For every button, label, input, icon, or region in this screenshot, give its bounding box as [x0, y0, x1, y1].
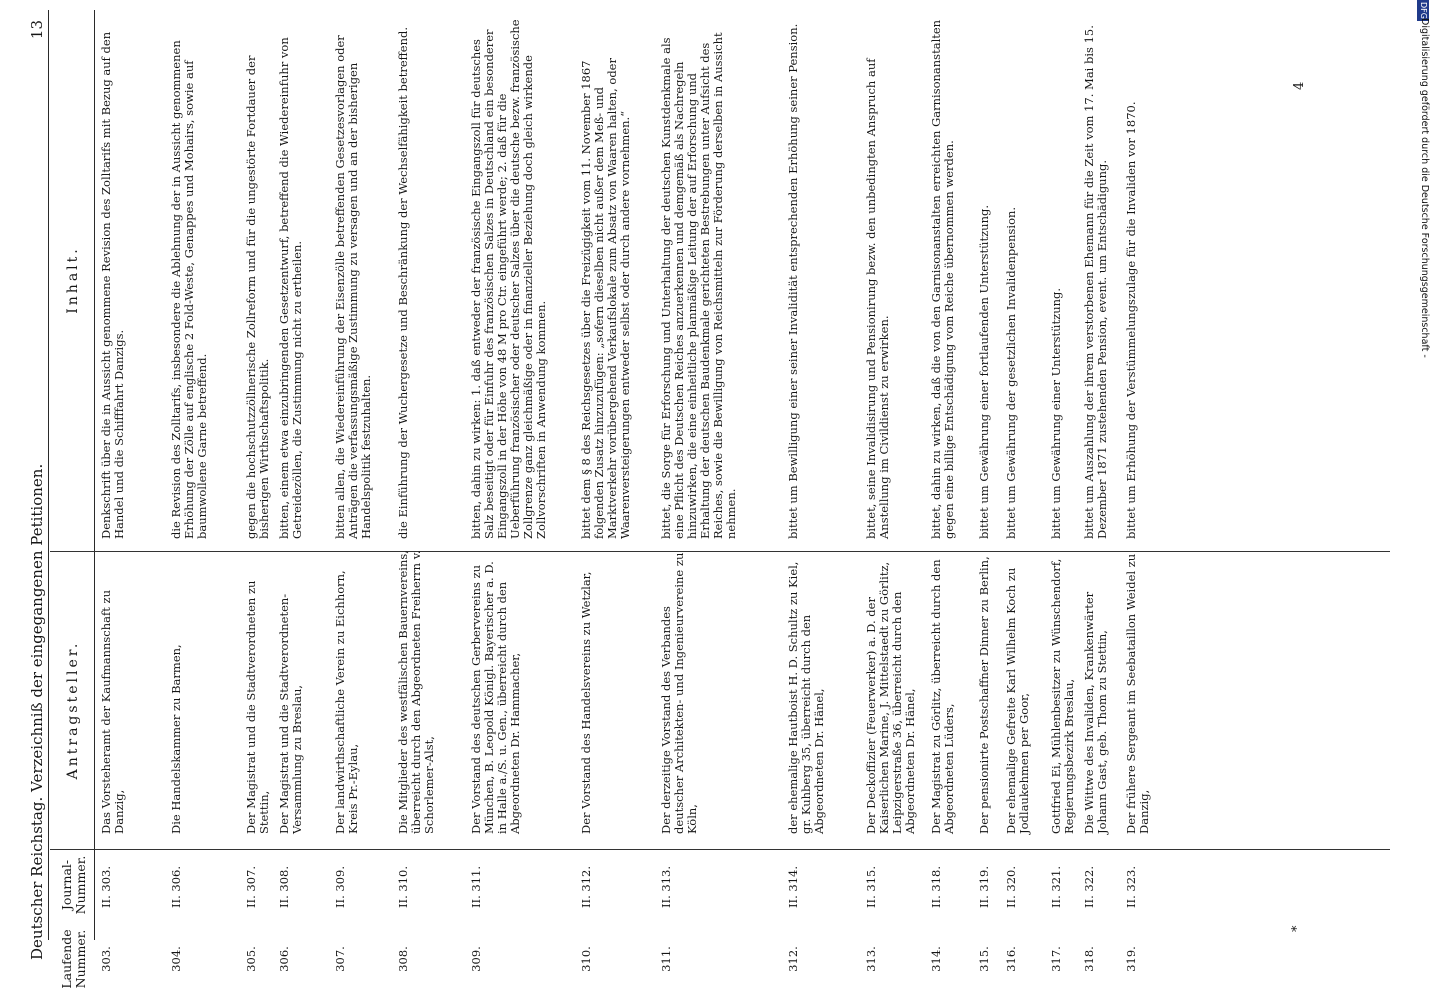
antragsteller-cell: Gottfried Ei, Mühlenbesitzer zu Wünschendorf, Regierungsbezirk Breslau, [1049, 558, 1076, 834]
header-rule [48, 10, 49, 940]
laufende-nummer: 304. [169, 946, 183, 972]
antragsteller-cell: Der pensionirte Postschaffner Dinner zu Berlin, [977, 556, 991, 834]
laufende-nummer: 313. [864, 946, 878, 972]
laufende-nummer: 315. [977, 946, 991, 972]
corner-mark: * [1290, 925, 1305, 932]
running-header [8, 20, 48, 960]
inhalt-cell: die Einführung der Wuchergesetze und Beschränkung der Wechselfähigkeit betreffend. [396, 26, 410, 539]
header-title: Deutscher Reichstag. Verzeichniß der eingegangenen Petitionen. [28, 463, 46, 960]
journal-nummer: II. 318. [929, 865, 943, 908]
antragsteller-cell: Der Magistrat zu Görlitz, überreicht durch den Abgeordneten Lüders, [929, 559, 956, 834]
inhalt-cell: bittet, seine Invalidisirung und Pensionirung bezw. den unbedingten Anspruch auf Anstellung im Civildienst zu erwirken. [864, 58, 891, 539]
dfg-logo: DFG [1419, 2, 1428, 19]
col-header-inhalt: Inhalt. [65, 246, 81, 314]
laufende-nummer: 303. [99, 946, 113, 972]
column-header-rule [94, 10, 95, 940]
page-number: 13 [28, 20, 46, 40]
inhalt-cell: bittet dem § 8 des Reichsgesetzes über die Freizügigkeit vom 11. November 1867 folgenden Zusatz hinzuzufügen: „sofern dieselben nicht außer dem Meß- und Marktverkehr vorübergehend Verkaufslokale zum Absatz von Waaren halten, oder Waarenversteigerungen entweder selbst oder durch andere vornehmen.“ [579, 58, 632, 539]
laufende-nummer: 306. [277, 946, 291, 972]
journal-nummer: II. 320. [1004, 865, 1018, 908]
col-header-antragsteller: Antragsteller. [65, 640, 81, 780]
inhalt-cell: bitten, dahin zu wirken: 1. daß entweder der französische Eingangszoll für deutsches Salz beseitigt oder für Einfuhr des französischen Salzes in Deutschland ein besonderer Eingangszoll in der Höhe von 48 M pro Ctr. eingeführt werde; 2. daß für die Ueberführung französischer oder deutscher Salzes über die deutsche bezw. französische Zollgrenze ganz gleichmäßige oder in finanzieller Beziehung doch gleich wirkende Zollvorschriften in Anwendung kommen. [469, 19, 548, 539]
inhalt-cell: Denkschrift über die in Aussicht genommene Revision des Zolltarifs mit Bezug auf den Handel und die Schifffahrt Danzigs. [99, 31, 126, 539]
antragsteller-cell: Der Vorstand des Handelsvereins zu Wetzlar, [579, 571, 593, 834]
laufende-nummer: 305. [244, 946, 258, 972]
journal-nummer: II. 315. [864, 865, 878, 908]
inhalt-cell: bittet um Auszahlung der ihrem verstorbenen Ehemann für die Zeit vom 17. Mai bis 15. Dezember 1871 zustehenden Pension, event. um Entschädigung. [1082, 25, 1109, 539]
journal-nummer: II. 319. [977, 865, 991, 908]
inhalt-cell: bittet um Gewährung einer fortlaufenden Unterstützung. [977, 204, 991, 539]
antragsteller-cell: Die Mitglieder des westfälischen Bauernvereins, überreicht durch den Abgeordneten Freiherrn v. Schorlemer-Alst, [396, 550, 436, 834]
journal-nummer: II. 306. [169, 865, 183, 908]
journal-nummer: II. 313. [659, 865, 673, 908]
antragsteller-cell: Der Magistrat und die Stadtverordneten-Versammlung zu Breslau, [277, 593, 304, 834]
antragsteller-cell: der ehemalige Hautboist H. D. Schultz zu Kiel, gr. Kuhberg 35, überreicht durch den Abgeordneten Dr. Hänel, [786, 561, 826, 834]
inhalt-cell: bitten allen, die Wiedereinführung der Eisenzölle betreffenden Gesetzesvorlagen oder Anträgen die verfassungsmäßige Zustimmung zu versagen und an der bisherigen Handelspolitik festzuhalten. [333, 35, 373, 539]
antragsteller-cell: Das Vorsteheramt der Kaufmannschaft zu Danzig, [99, 590, 126, 834]
antragsteller-cell: Der Deckoffizier (Feuerwerker) a. D. der Kaiserlichen Marine, J. Mittelstaedt zu Görlitz, Leipzigerstraße 36, überreicht durch den Abgeordneten Dr. Hänel, [864, 561, 917, 834]
laufende-nummer: 312. [786, 946, 800, 972]
laufende-nummer: 309. [469, 946, 483, 972]
laufende-nummer: 317. [1049, 946, 1063, 972]
digitization-credit [1412, 0, 1432, 1000]
antragsteller-cell: Die Handelskammer zu Barmen, [169, 644, 183, 834]
antragsteller-cell: Die Wittwe des Invaliden, Krankenwärter Johann Gast, geb. Thom zu Stettin, [1082, 591, 1109, 834]
inhalt-cell: bittet um Bewilligung einer seiner Invalidität entsprechenden Erhöhung seiner Pension. [786, 23, 800, 539]
inhalt-cell: die Revision des Zolltarifs, insbesondere die Ablehnung der in Aussicht genommenen Erhöhung der Zölle auf englische 2 Fold-Weste, Genappes und Mohairs, sowie auf baumwollene Garne betreffend. [169, 40, 209, 539]
antragsteller-cell: Der ehemalige Gefreite Karl Wilhelm Koch zu Jodlaukehmen per Goor, [1004, 567, 1031, 834]
inhalt-cell: bitten, einem etwa einzubringenden Gesetzentwurf, betreffend die Wiedereinfuhr von Getreidezöllen, die Zustimmung nicht zu ertheilen. [277, 37, 304, 539]
inhalt-cell: gegen die hochschutzzöllnerische Zollreform und für die ungestörte Fortdauer der bisherigen Wirthschaftspolitik. [244, 55, 271, 539]
laufende-nummer: 314. [929, 946, 943, 972]
credit-text: Digitalisierung gefördert durch die Deutsche Forschungsgemeinschaft - [1419, 18, 1430, 358]
antragsteller-cell: Der landwirthschaftliche Verein zu Eichhorn, Kreis Pr.-Eylau, [333, 570, 360, 834]
laufende-nummer: 316. [1004, 946, 1018, 972]
journal-nummer: II. 307. [244, 865, 258, 908]
laufende-nummer: 307. [333, 946, 347, 972]
antragsteller-cell: Der frühere Sergeant im Seebataillon Weidel zu Danzig, [1124, 553, 1151, 834]
inhalt-cell: bittet um Gewährung einer Unterstützung. [1049, 287, 1063, 539]
antragsteller-cell: Der Magistrat und die Stadtverordneten zu Stettin, [244, 580, 271, 834]
laufende-nummer: 310. [579, 946, 593, 972]
antragsteller-cell: Der derzeitige Vorstand des Verbandes deutscher Architekten- und Ingenieurvereine zu Köln, [659, 552, 699, 834]
laufende-nummer: 311. [659, 946, 673, 972]
inhalt-cell: bittet um Erhöhung der Verstümmelungszulage für die Invaliden vor 1870. [1124, 101, 1138, 539]
inhalt-cell: bittet, die Sorge für Erforschung und Unterhaltung der deutschen Kunstdenkmale als eine Pflicht des Deutschen Reiches anzuerkennen und demgemäß als Nachregeln hinzuwirken, die eine einheitliche planmäßige Leitung der auf Erforschung und Erhaltung der deutschen Baudenkmale gerichteten Bestrebungen unter Aufsicht des Reiches, sowie die Bewilligung von Reichsmitteln zur Förderung derselben in Aussicht nehmen. [659, 32, 738, 539]
inhalt-cell: bittet um Gewährung der gesetzlichen Invalidenpension. [1004, 206, 1018, 539]
laufende-nummer: 319. [1124, 946, 1138, 972]
journal-nummer: II. 322. [1082, 865, 1096, 908]
journal-nummer: II. 312. [579, 865, 593, 908]
laufende-nummer: 308. [396, 946, 410, 972]
journal-nummer: II. 314. [786, 865, 800, 908]
col-header-laufende: Laufende Nummer. [59, 929, 88, 989]
antragsteller-cell: Der Vorstand des deutschen Gerbervereins zu München, B. Leopold Königl. Bayerischer a. D. in Halle a./S. u. Gen., überreicht durch den Abgeordneten Dr. Hammacher, [469, 561, 522, 834]
inhalt-cell: bittet, dahin zu wirken, daß die von den Garnisonanstalten erreichten Garnisonanstalten gegen eine billige Entschädigung vom Reiche übernommen werden. [929, 19, 956, 539]
col-header-journal: Journal-Nummer. [59, 855, 88, 915]
journal-nummer: II. 310. [396, 865, 410, 908]
journal-nummer: II. 311. [469, 865, 483, 908]
laufende-nummer: 318. [1082, 946, 1096, 972]
journal-nummer: II. 323. [1124, 865, 1138, 908]
signature-mark: 4 [1292, 81, 1307, 90]
journal-nummer: II. 303. [99, 865, 113, 908]
journal-nummer: II. 309. [333, 865, 347, 908]
journal-nummer: II. 308. [277, 865, 291, 908]
journal-nummer: II. 321. [1049, 865, 1063, 908]
